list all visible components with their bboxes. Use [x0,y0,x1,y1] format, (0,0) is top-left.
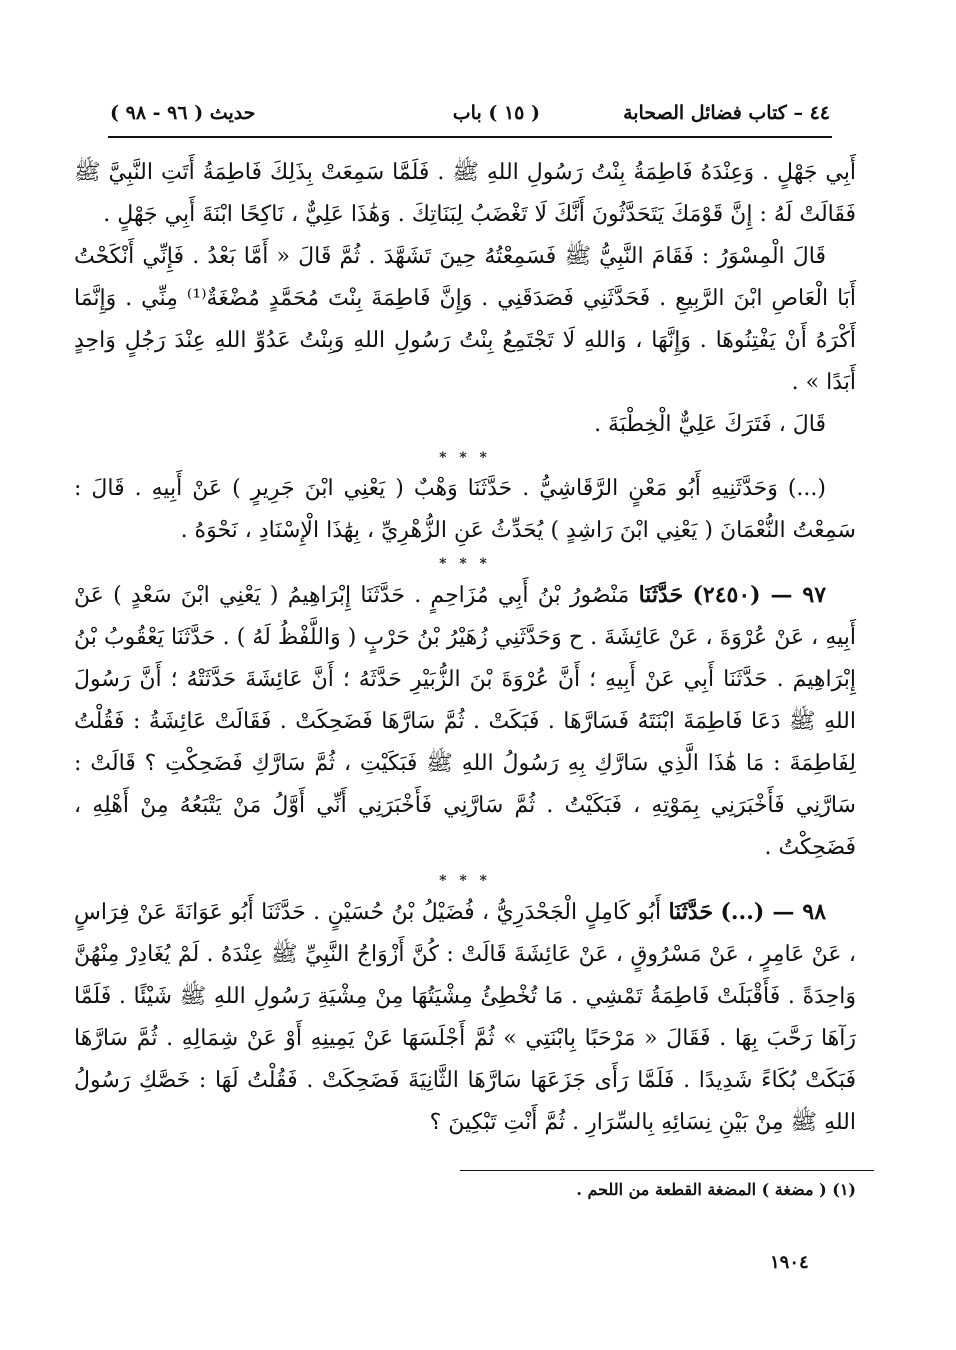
header-chapter: ( ١٥ ) باب [452,102,540,124]
hadith-98 [74,891,856,1144]
footnote: (١) ( مضغة ) المضغة القطعة من اللحم . [576,1180,856,1199]
hadith-97-number: ٩٧ — (٢٤٥٠) [692,582,827,608]
hadith-97-lead: حَدَّثَنَا [638,582,684,608]
main-text [74,152,856,1144]
section-separator-3: * * * [439,873,491,889]
hadith-98-lead: حَدَّثَنَا [668,899,714,925]
hadith-98-number: ٩٨ — (...) [720,899,827,925]
running-header [110,98,830,138]
footnote-rule [460,1170,874,1171]
paragraph-3: قَالَ ، فَتَرَكَ عَلِيٌّ الْخِطْبَةَ . [594,412,826,437]
section-separator-1: * * * [439,450,491,466]
section-separator-2: * * * [439,556,491,572]
hadith-97-text: مَنْصُورُ بْنُ أَبِي مُزَاحِمٍ . حَدَّثَنَا إِبْرَاهِيمُ ( يَعْنِي ابْنَ سَعْدٍ ) عَنْ أَبِيهِ ، عَنْ عُرْوَةَ ، عَنْ عَائِشَةَ . ح وَحَدَّثَنِي زُهَيْرُ بْنُ حَرْبٍ ( وَاللَّفْظُ لَهُ ) . حَدَّثَنَا يَعْقُوبُ بْنُ إِبْرَاهِيمَ . حَدَّثَنَا أَبِي عَنْ أَبِيهِ ؛ أَنَّ عُرْوَةَ بْنَ الزُّبَيْرِ حَدَّثَهُ ؛ أَنَّ عَائِشَةَ حَدَّثَتْهُ ؛ أَنَّ رَسُولَ اللهِ ﷺ دَعَا فَاطِمَةَ ابْنَتَهُ فَسَارَّهَا . فَبَكَتْ . ثُمَّ سَارَّهَا فَضَحِكَتْ . فَقَالَتْ عَائِشَةُ : فَقُلْتُ لِفَاطِمَةَ : مَا هَٰذَا الَّذِي سَارَّكِ بِهِ رَسُولُ اللهِ ﷺ فَبَكَيْتِ ، ثُمَّ سَارَّكِ فَضَحِكْتِ ؟ قَالَتْ : سَارَّنِي فَأَخْبَرَنِي بِمَوْتِهِ ، فَبَكَيْتُ . ثُمَّ سَارَّنِي فَأَخْبَرَنِي أَنِّي أَوَّلُ مَنْ يَتْبَعُهُ مِنْ أَهْلِهِ ، فَضَحِكْتُ . [74,583,856,860]
hadith-98-text: أَبُو كَامِلٍ الْجَحْدَرِيُّ ، فُضَيْلُ بْنُ حُسَيْنٍ . حَدَّثَنَا أَبُو عَوَانَةَ عَنْ فِرَاسٍ ، عَنْ عَامِرٍ ، عَنْ مَسْرُوقٍ ، عَنْ عَائِشَةَ قَالَتْ : كُنَّ أَزْوَاجُ النَّبِيِّ ﷺ عِنْدَهُ . لَمْ يُغَادِرْ مِنْهُنَّ وَاحِدَةً . فَأَقْبَلَتْ فَاطِمَةُ تَمْشِي . مَا تُخْطِئُ مِشْيَتُهَا مِنْ مِشْيَةِ رَسُولِ اللهِ ﷺ شَيْئًا . فَلَمَّا رَآهَا رَحَّبَ بِهَا . فَقَالَ « مَرْحَبًا بِابْنَتِي » ثُمَّ أَجْلَسَهَا عَنْ يَمِينِهِ أَوْ عَنْ شِمَالِهِ . ثُمَّ سَارَّهَا فَبَكَتْ بُكَاءً شَدِيدًا . فَلَمَّا رَأَى جَزَعَهَا سَارَّهَا الثَّانِيَةَ فَضَحِكَتْ . فَقُلْتُ لَهَا : خَصَّكِ رَسُولُ اللهِ ﷺ مِنْ بَيْنِ نِسَائِهِ بِالسِّرَارِ . ثُمَّ أَنْتِ تَبْكِينَ ؟ [74,900,856,1135]
page-number: ١٩٠٤ [770,1252,809,1273]
hadith-97 [74,574,856,869]
header-hadith-range: حديث ( ٩٦ - ٩٨ ) [110,102,256,124]
header-book-title: ٤٤ – كتاب فضائل الصحابة [623,102,830,124]
hadith-extra: (...) وَحَدَّثَنِيهِ أَبُو مَعْنٍ الرَّقَاشِيُّ . حَدَّثَنَا وَهْبٌ ( يَعْنِي ابْنَ جَرِيرٍ ) عَنْ أَبِيهِ . قَالَ : سَمِعْتُ النُّعْمَانَ ( يَعْنِي ابْنَ رَاشِدٍ ) يُحَدِّثُ عَنِ الزُّهْرِيِّ ، بِهَٰذَا الْإِسْنَادِ ، نَحْوَهُ . [74,476,856,543]
paragraph-2: قَالَ الْمِسْوَرُ : فَقَامَ النَّبِيُّ ﷺ فَسَمِعْتُهُ حِينَ تَشَهَّدَ . ثُمَّ قَالَ « أَمَّا بَعْدُ . فَإِنِّي أَنْكَحْتُ أَبَا الْعَاصِ ابْنَ الرَّبِيعِ . فَحَدَّثَنِي فَصَدَقَنِي . وَإِنَّ فَاطِمَةَ بِنْتَ مُحَمَّدٍ مُضْغَةٌ⁽¹⁾ مِنِّي . وَإِنَّمَا أَكْرَهُ أَنْ يَفْتِنُوهَا . وَإِنَّهَا ، وَاللهِ لَا تَجْتَمِعُ بِنْتُ رَسُولِ اللهِ وَبِنْتُ عَدُوِّ اللهِ عِنْدَ رَجُلٍ وَاحِدٍ أَبَدًا » . [74,244,857,395]
paragraph-1: أَبِي جَهْلٍ . وَعِنْدَهُ فَاطِمَةُ بِنْتُ رَسُولِ اللهِ ﷺ . فَلَمَّا سَمِعَتْ بِذَلِكَ فَاطِمَةُ أَتَتِ النَّبِيَّ ﷺ فَقَالَتْ لَهُ : إِنَّ قَوْمَكَ يَتَحَدَّثُونَ أَنَّكَ لَا تَغْضَبُ لِبَنَاتِكَ . وَهَٰذَا عَلِيٌّ ، نَاكِحًا ابْنَةَ أَبِي جَهْلٍ . [74,160,856,227]
header-rule [108,136,832,138]
